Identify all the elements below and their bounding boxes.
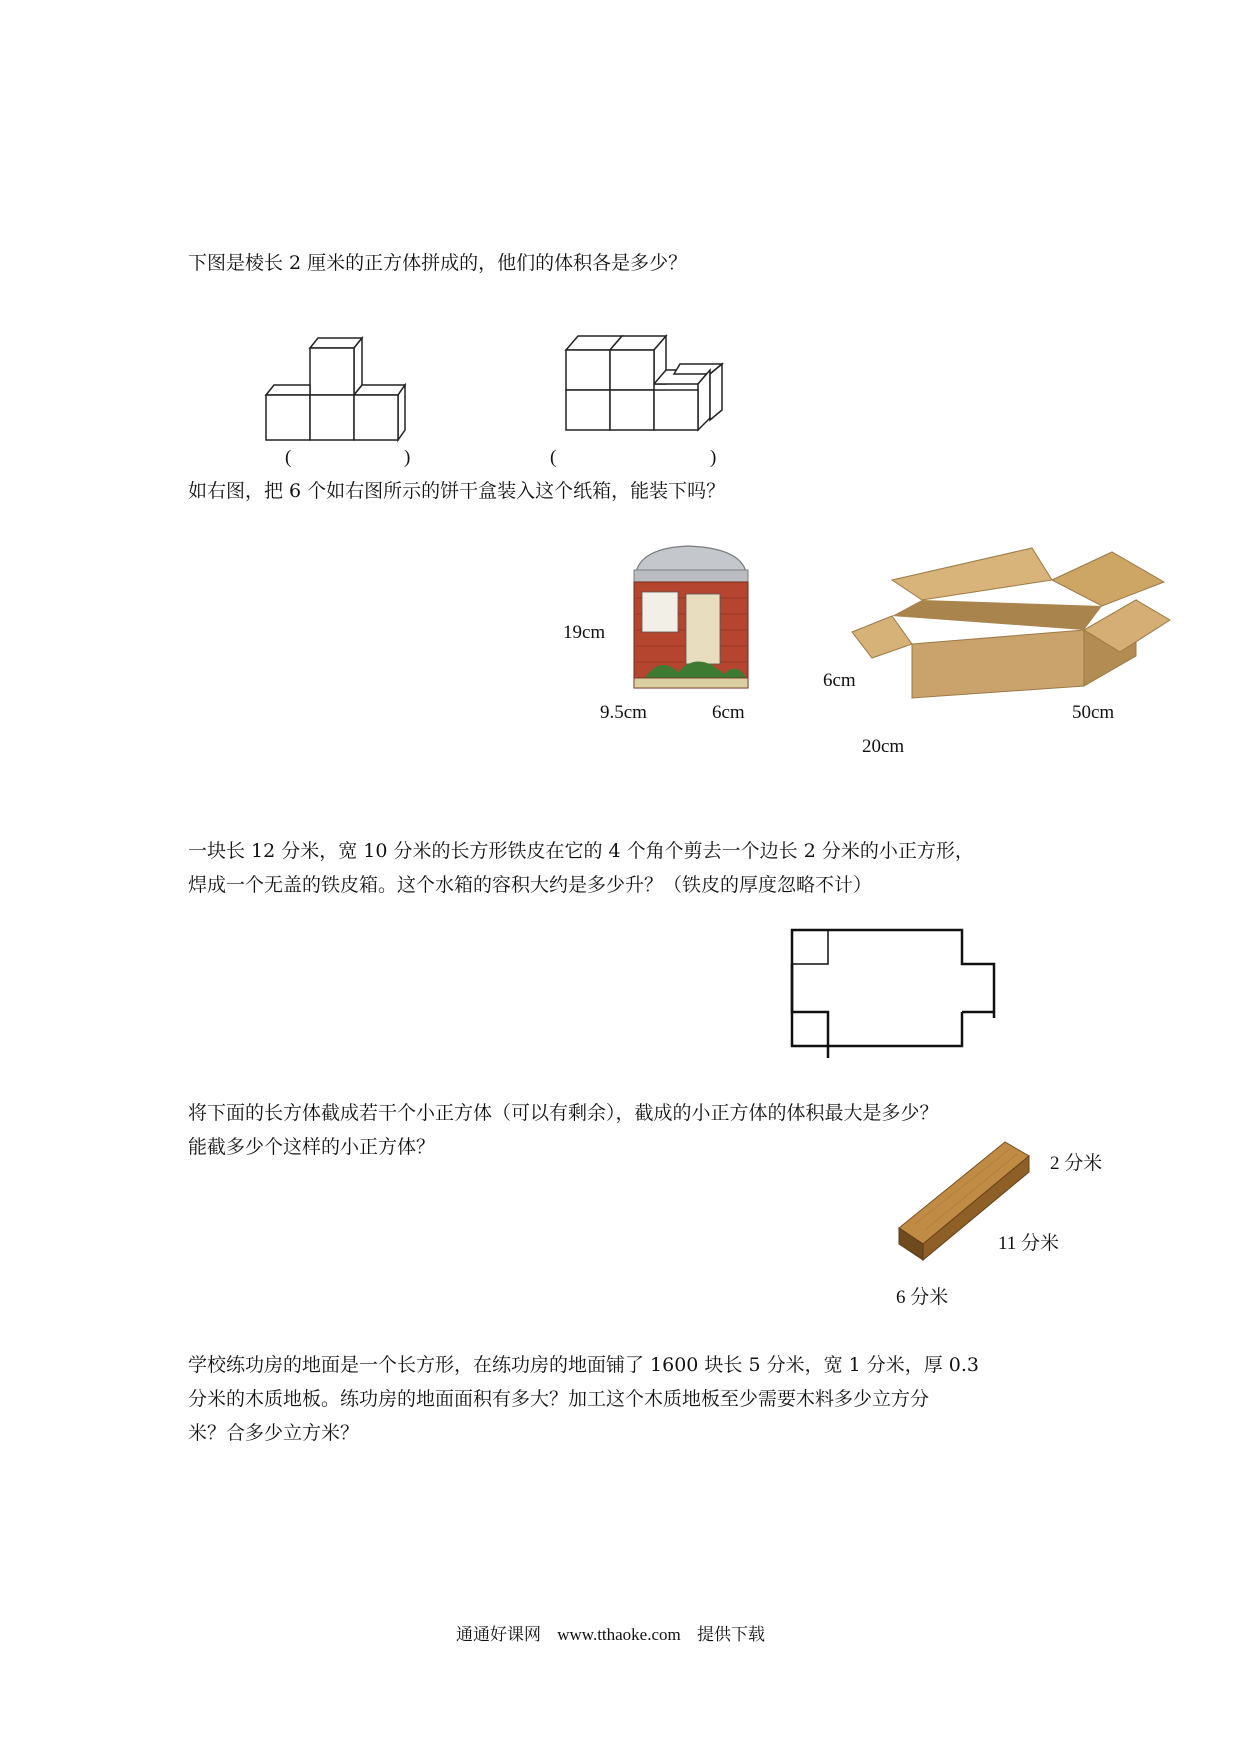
box-width-label: 20cm [862, 736, 905, 757]
answer-blank-1-open: ( [285, 447, 292, 468]
cuboid-length-label: 11 分米 [998, 1233, 1060, 1254]
question-4-line-1: 将下面的长方体截成若干个小正方体（可以有剩余），截成的小正方体的体积最大是多少？ [188, 1102, 939, 1124]
cube-stack-figure-2 [562, 322, 732, 437]
cardboard-box-image [852, 540, 1172, 690]
box-length-label: 50cm [1072, 702, 1115, 723]
tin-height-label: 19cm [563, 622, 606, 643]
biscuit-tin-image [628, 542, 758, 692]
question-4-line-2: 能截多少个这样的小正方体？ [188, 1136, 436, 1158]
iron-sheet-net-diagram [784, 928, 1004, 1050]
tin-width-label: 6cm [712, 702, 745, 723]
answer-blank-2-open: ( [550, 447, 557, 468]
footer [456, 1620, 765, 1645]
question-2-text: 如右图，把 6 个如右图所示的饼干盒装入这个纸箱，能装下吗？ [188, 480, 726, 502]
question-5-line-3: 米？合多少立方米？ [188, 1422, 360, 1444]
cuboid-width-label: 6 分米 [896, 1287, 949, 1308]
tin-length-label: 9.5cm [600, 702, 647, 723]
question-3-line-1: 一块长 12 分米，宽 10 分米的长方形铁皮在它的 4 个角个剪去一个边长 2 分米的小正方形， [188, 840, 974, 862]
cuboid-height-label: 2 分米 [1050, 1153, 1103, 1174]
question-1-text: 下图是棱长 2 厘米的正方体拼成的，他们的体积各是多少？ [188, 252, 688, 274]
footer-site-name: 通通好课网 [456, 1625, 541, 1645]
answer-blank-2-close: ) [710, 447, 717, 468]
cube-stack-figure-1 [262, 330, 422, 435]
footer-suffix: 提供下载 [696, 1625, 765, 1645]
question-3-line-2: 焊成一个无盖的铁皮箱。这个水箱的容积大约是多少升？（铁皮的厚度忽略不计） [188, 874, 873, 896]
answer-blank-1-close: ) [404, 447, 411, 468]
box-height-label: 6cm [823, 670, 856, 691]
question-5-line-1: 学校练功房的地面是一个长方形，在练功房的地面铺了 1600 块长 5 分米，宽 1 分米，厚 0.3 [188, 1354, 980, 1376]
footer-url[interactable]: www.tthaoke.com [557, 1625, 681, 1644]
question-5-line-2: 分米的木质地板。练功房的地面面积有多大？加工这个木质地板至少需要木料多少立方分 [188, 1388, 930, 1410]
